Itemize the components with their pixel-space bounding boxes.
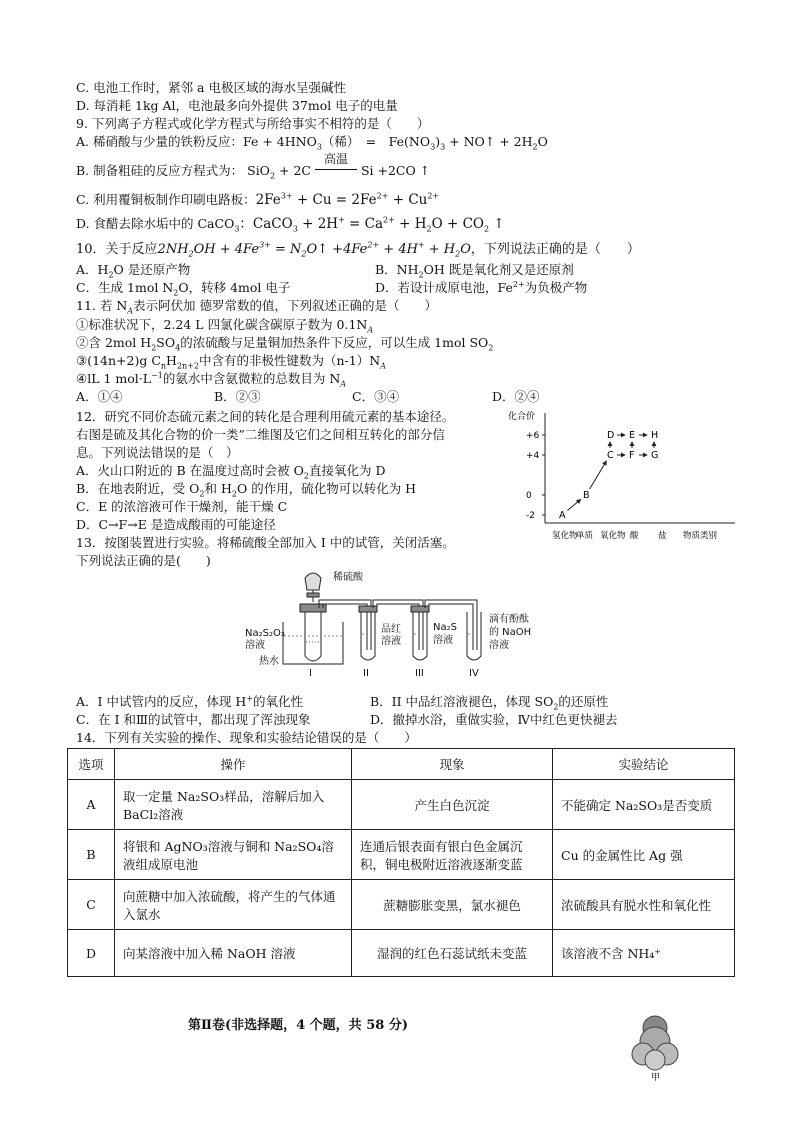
q11-statement-2: ②含 2mol $H_2SO_4$的浓硫酸与足量铜加热条件下反应，可以生成 1mol $SO_2$ <box>76 335 494 353</box>
water-bath-beaker <box>283 622 343 664</box>
cell-conclusion: Cu 的金属性比 Ag 强 <box>553 830 735 880</box>
cell-operation: 向某溶液中加入稀 NaOH 溶液 <box>115 930 352 977</box>
label-tube2: 品红 <box>381 624 401 635</box>
cell-phenomenon: 连通后银表面有银白色金属沉积，铜电极附近溶液逐渐变蓝 <box>352 830 553 880</box>
point-B: B <box>583 490 590 501</box>
section-title: 第Ⅱ卷(非选择题，4 个题，共 58 分) <box>188 1018 408 1033</box>
label-tube2b: 溶液 <box>381 636 401 647</box>
label-IV: IV <box>469 668 479 679</box>
apparatus-diagram <box>245 564 575 679</box>
q13-option-a: A．I 中试管内的反应，体现 H+的氧化性 <box>76 693 304 709</box>
col-header-conclusion: 实验结论 <box>553 749 735 780</box>
point-C: C <box>607 450 614 461</box>
q11-stem: 11. 若 $N_A$表示阿伏加 德罗常数的值，下列叙述正确的是（ ） <box>76 298 438 316</box>
q12-stem-2: 右图是硫及其化合物的价一类”二维图及它们之间相互转化的部分信 <box>76 427 445 442</box>
cell-conclusion: 浓硫酸具有脱水性和氧化性 <box>553 880 735 930</box>
q10-option-d: D．若设计成原电池，$Fe^{2+}$为负极产物 <box>375 279 588 295</box>
q12-option-d: D．C→F→E 是造成酸雨的可能途径 <box>76 517 276 532</box>
cell-option: A <box>68 780 115 830</box>
q12-stem-3: 息。下列说法错误的是（ ） <box>76 445 239 460</box>
q13-option-d: D．撤掉水浴，重做实验，Ⅳ中红色更快褪去 <box>370 712 618 727</box>
q12-option-b: B．在地表附近，受 $O_2$和 $H_2O$ 的作用，硫化物可以转化为 H <box>76 481 417 499</box>
q10-stem: 10．关于反应$2NH_2OH + 4Fe^{3+}$ = $N_2O↑ +4Fe^{2+} + 4H^+ + H_2O$，下列说法正确的是（ ） <box>76 240 640 259</box>
cell-option: B <box>68 830 115 880</box>
table-row <box>68 930 735 977</box>
cell-conclusion: 不能确定 Na₂SO₃是否变质 <box>553 780 735 830</box>
x-tick-label: 酸 <box>630 531 639 541</box>
col-header-operation: 操作 <box>115 749 352 780</box>
label-tube3b: 溶液 <box>433 635 453 646</box>
label-bath: 热水 <box>259 656 279 667</box>
point-D: D <box>607 430 615 441</box>
q9-option-b: B. 制备粗硅的反应方程式为： SiO$_2$ + 2C 高温 Si +2CO ↑ <box>76 152 431 181</box>
q13-stem-1: 13．按图装置进行实验。将稀硫酸全部加入 I 中的试管，关闭活塞。 <box>76 535 455 550</box>
q9-option-d: D. 食醋去除水垢中的 CaCO$_3$：CaCO$_3$ + $2H^+ = Ca^{2+} + H_2O + CO_2$ ↑ <box>76 215 505 234</box>
q12-option-a: A．火山口附近的 B 在温度过高时会被 $O_2$直接氧化为 D <box>76 463 386 481</box>
cell-phenomenon: 蔗糖膨胀变黑，氯水褪色 <box>352 880 553 930</box>
y-tick-label: +6 <box>526 431 540 441</box>
label-tube3: Na₂S <box>433 622 457 633</box>
label-acid: 稀硫酸 <box>333 572 363 583</box>
x-tick-label: 氢化物 <box>552 531 578 541</box>
cell-operation: 向蔗糖中加入浓硫酸，将产生的气体通入氯水 <box>115 880 352 930</box>
q9-option-c: C. 利用覆铜板制作印刷电路板：$2Fe^{3+} + Cu = 2Fe^{2+} + Cu^{2+}$ <box>76 191 440 208</box>
q9b-condition: 高温 <box>323 152 348 166</box>
q11-option-b: B．②③ <box>214 389 261 404</box>
table-row <box>68 780 735 830</box>
arrow-A-B <box>567 499 580 510</box>
table-row <box>68 830 735 880</box>
q13-stem-2: 下列说法正确的是( ) <box>76 553 211 568</box>
q13-option-b: B．II 中品红溶液褪色，体现 $SO_2$的还原性 <box>370 694 609 712</box>
y-tick-label: 0 <box>526 491 532 501</box>
q11-statement-1: ①标准状况下，2.24 L 四氯化碳含碳原子数为 $0.1N_A$ <box>76 317 374 335</box>
valence-class-chart <box>500 405 760 550</box>
label-tube4b: 的 NaOH <box>489 627 532 638</box>
chart-xlabel: 物质类别 <box>683 531 718 541</box>
label-tube1: Na₂S₂O₃ <box>245 628 285 639</box>
x-tick-label: 盐 <box>658 531 667 541</box>
x-tick-label: 单质 <box>576 531 594 541</box>
q9-option-a: A. 稀硝酸与少量的铁粉反应：$Fe + 4HNO_3$（稀） = $Fe(NO_3)_3$ + NO↑ + $2H_2O$ <box>76 134 548 152</box>
q10-option-c: C．生成 1mol $N_2O$，转移 4mol 电子 <box>76 280 291 298</box>
cell-option: D <box>68 930 115 977</box>
q13-option-c: C．在 I 和Ⅲ的试管中，都出现了浑浊现象 <box>76 712 311 727</box>
q12-stem-1: 12．研究不同价态硫元素之间的转化是合理利用硫元素的基本途径。 <box>76 409 455 424</box>
point-E: E <box>629 430 636 441</box>
q11-option-a: A．①④ <box>76 389 123 404</box>
chart-ylabel: 化合价 <box>508 412 536 422</box>
q14-table <box>67 748 735 977</box>
table-row <box>68 880 735 930</box>
q11-statement-3: ③(14n+2)g $C_nH_{2n+2}$中含有的非极性键数为$(n-1)N_A$ <box>76 353 386 371</box>
stopcock-icon <box>307 593 319 597</box>
molecule-label: 甲 <box>651 1073 661 1083</box>
q11-option-c: C．③④ <box>352 389 400 404</box>
point-A: A <box>559 510 566 521</box>
label-tube1b: 溶液 <box>245 640 265 651</box>
q11-statement-4: ④lL 1 $mol\cdot L^{-1}$的氨水中含氨微粒的总数目为 $N_A$ <box>76 370 347 389</box>
point-G: G <box>651 450 659 461</box>
y-tick-label: -2 <box>526 511 535 521</box>
q10-option-b: B．$NH_2OH$ 既是氧化剂又是还原剂 <box>375 262 574 280</box>
funnel-bulb <box>305 573 321 590</box>
y-tick-label: +4 <box>526 451 540 461</box>
label-tube4c: 溶液 <box>489 640 509 651</box>
q8-option-d: D. 每消耗 1kg Al，电池最多向外提供 37mol 电子的电量 <box>76 98 398 113</box>
col-header-phenomenon: 现象 <box>352 749 553 780</box>
cell-conclusion: 该溶液不含 NH₄⁺ <box>553 930 735 977</box>
cell-operation: 取一定量 Na₂SO₃样品，溶解后加入 BaCl₂溶液 <box>115 780 352 830</box>
label-tube4a: 滴有酚酞 <box>489 614 529 625</box>
point-F: F <box>629 450 635 461</box>
label-III: III <box>415 668 424 679</box>
q10-option-a: A．$H_2O$ 是还原产物 <box>76 262 191 280</box>
label-II: II <box>363 668 369 679</box>
q8-option-c: C. 电池工作时，紧邻 a 电极区域的海水呈强碱性 <box>76 80 346 95</box>
point-H: H <box>651 430 659 441</box>
cell-phenomenon: 产生白色沉淀 <box>352 780 553 830</box>
label-I: I <box>309 668 312 679</box>
q9-stem: 9. 下列离子方程式或化学方程式与所给事实不相符的是（ ） <box>76 116 430 131</box>
x-tick-label: 氧化物 <box>600 531 626 541</box>
col-header-option: 选项 <box>68 749 115 780</box>
cell-operation: 将银和 AgNO₃溶液与铜和 Na₂SO₄溶液组成原电池 <box>115 830 352 880</box>
q11-option-d: D．②④ <box>492 389 540 404</box>
q12-option-c: C．E 的浓溶液可作干燥剂，能干燥 C <box>76 499 288 514</box>
q14-stem: 14．下列有关实验的操作、现象和实验结论错误的是（ ） <box>76 730 417 745</box>
cell-option: C <box>68 880 115 930</box>
molecule-model-icon <box>630 1014 680 1084</box>
cell-phenomenon: 湿润的红色石蕊试纸未变蓝 <box>352 930 553 977</box>
arrow-B-C <box>590 461 607 489</box>
